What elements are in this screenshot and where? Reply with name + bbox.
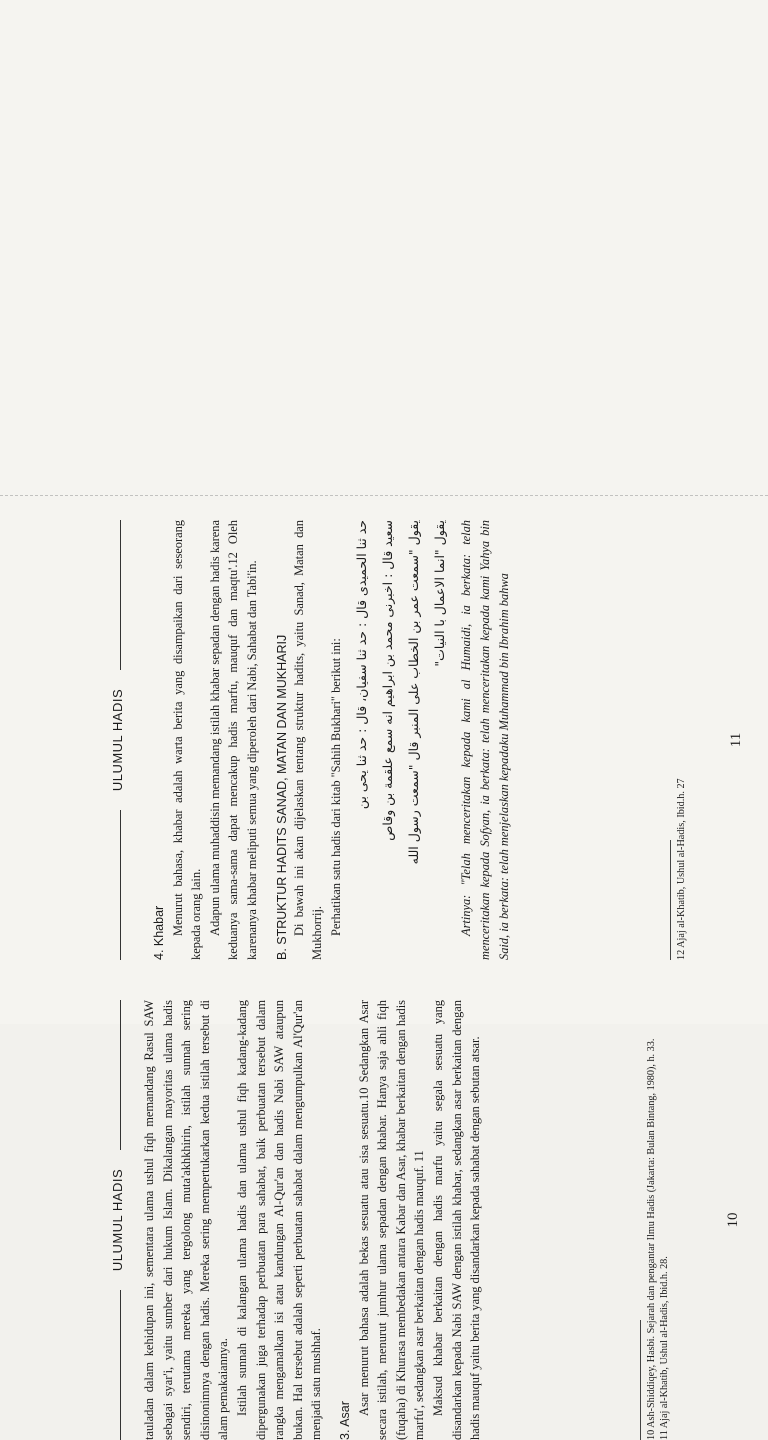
page-number: 11 xyxy=(728,732,744,748)
paragraph: Menurut bahasa, khabar adalah warta berita yang disampaikan dari seseorang kepada orang lain. xyxy=(170,520,204,960)
arabic-line: حد ثنا الحميدى قال : حد ثنا سفيان، قال : حد ثنا يحى بن xyxy=(354,520,370,810)
page-10 xyxy=(80,1000,768,1440)
footnote-rule xyxy=(640,1320,641,1440)
section-heading-khabar: 4. Khabar xyxy=(152,905,166,960)
arabic-line: يقول "انما الاعمال با النيات" xyxy=(432,520,448,667)
footnote: 11 Ajaj al-Khatib, Ushul al-Hadis, Ibid.h. 28. xyxy=(659,1256,670,1440)
translation-paragraph: Artinya: "Telah menceritakan kepada kami al Humaidi, ia berkata: telah menceritakan kepada Sofyan, ia berkata: telah menceritakan kepada kami Yahya bin Said, ia berkata: telah menjelaskan kepadaku Muhammad bin Ibrahim bahwa xyxy=(459,520,511,960)
header-rule-right xyxy=(120,520,121,670)
running-head-title: ULUMUL HADIS xyxy=(110,1168,125,1272)
page-11 xyxy=(80,520,768,960)
page-body xyxy=(140,1000,485,1440)
section-heading-struktur: B. STRUKTUR HADITS SANAD, MATAN DAN MUKHARIJ xyxy=(274,634,289,960)
paragraph: Istilah sunnah di kalangan ulama hadis dan ulama ushul fiqh kadang-kadang dipergunakan juga terhadap perbuatan para sahabat, baik perbuatan tersebut dalam rangka mengamalkan isi atau kandungan Al-Qur'an dan hadis Nabi SAW ataupun bukan. Hal tersebut adalah seperti perbuatan sahabat dalam mengumpulkan Al'Qur'an menjadi satu mushhaf. xyxy=(234,1000,324,1440)
page-fold-line xyxy=(0,495,768,496)
running-head xyxy=(110,520,130,960)
arabic-line: سعيد قال : اخبرنى محمد بن ابراهيم انه سمع علقمة بن وقاص xyxy=(380,520,396,841)
arabic-hadith-text xyxy=(349,520,453,960)
running-head xyxy=(110,1000,130,1440)
paragraph: Asar menurut bahasa adalah bekas sesuatu atau sisa sesuatu.10 Sedangkan Asar secara istilah, menurut jumhur ulama sepadan dengan khabar. Hanya saja ahli fiqh (fuqaha) di Khurasa membedakan antara Kabar dan Asar, khabar berkaitan dengan hadis marfu', sedangkan asar berkaitan dengan hadis mauquf. 11 xyxy=(356,1000,427,1440)
paragraph: Di bawah ini akan dijelaskan tentang struktur hadits, yaitu Sanad, Matan dan Mukhorrij. xyxy=(291,520,325,960)
page-body xyxy=(140,520,513,960)
footnote-rule xyxy=(670,840,671,960)
paragraph: Adapun ulama muhaddisin memandang istilah khabar sepadan dengan hadis karena keduanya sama-sama dapat mencakup hadis marfu, mauquf dan maqtu'.12 Oleh karenanya khabar meliputi semua yang diperoleh dari Nabi, Sahabat dan Tabi'in. xyxy=(207,520,259,960)
paragraph: Perhatikan satu hadis dari kitab "Sahih Bukhari" berikut ini: xyxy=(328,638,343,936)
page-number: 10 xyxy=(725,1212,741,1228)
paragraph: Maksud khabar berkaitan dengan hadis marfu yaitu segala sesuatu yang disandarkan kepada Nabi SAW dengan istilah khabar, sedangkan asar berkaitan dengan hadis mauquf yaitu berita yang disandarkan kepada sahabat dengan sebutan atsar. xyxy=(430,1000,483,1440)
section-heading-asar: 3. Asar xyxy=(337,1401,352,1440)
arabic-line: يقول "سمعت عمر بن الخطاب على المنبر قال "سمعت رسول الله xyxy=(406,520,422,865)
footnote: 12 Ajaj al-Khatib, Ushul al-Hadis, Ibid.h. 27 xyxy=(676,778,687,960)
header-rule-right xyxy=(120,1000,121,1150)
footnote: 10 Ash-Shiddiqey, Hasbi. Sejarah dan pengantar Ilmu Hadis (Jakarta: Bulan Bintang, 1980), h. 33. xyxy=(646,1038,657,1440)
running-head-title: ULUMUL HADIS xyxy=(110,688,125,792)
footnotes xyxy=(670,520,688,960)
paragraph: tauladan dalam kehidupan ini, sementara ulama ushul fiqh memandang Rasul SAW sebagai syar'i, yaitu sumber dari hukum Islam. Dikalangan mayoritas ulama hadis sendiri, terutama mereka yang tergolong muta'akhkhirin, istilah sunnah sering disinonimnya dengan hadis. Mereka sering mempertukarkan kedua istilah tersebut di alam pemakaiannya. xyxy=(142,1000,231,1440)
footnotes xyxy=(640,1000,671,1440)
